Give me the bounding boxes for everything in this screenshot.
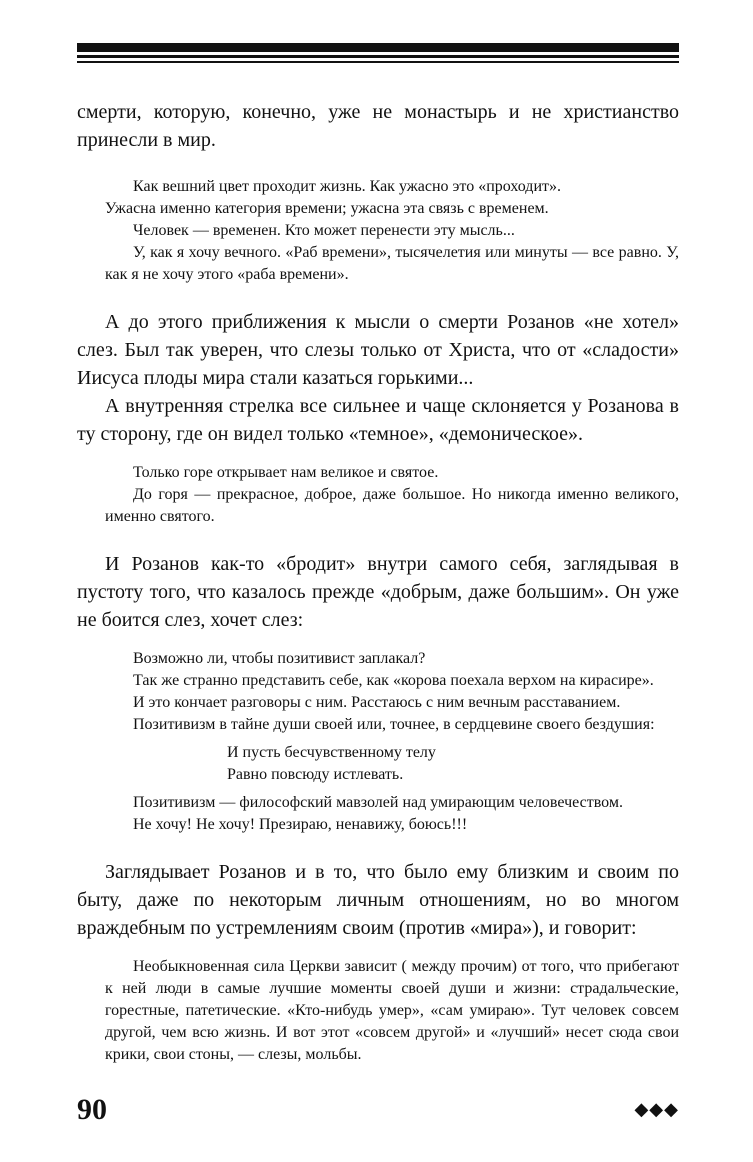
rule-bar-thin [77, 61, 679, 63]
quote-line: Как вешний цвет проходит жизнь. Как ужасно это «проходит». [133, 178, 561, 195]
quote-line: Человек — временен. Кто может перенести эту мысль... [133, 222, 515, 239]
quote-line: Возможно ли, чтобы позитивист заплакал? [133, 650, 426, 667]
quote-line: Не хочу! Не хочу! Презираю, ненавижу, боюсь!!! [133, 816, 468, 833]
quote-line: Позитивизм в тайне души своей или, точнее, в сердцевине своего бездушия: [133, 716, 655, 733]
quote-line: У, как я хочу вечного. «Раб времени», тысячелетия или минуты — все равно. У, как я не хочу этого «раба времени». [105, 244, 679, 283]
quote-line: До горя — прекрасное, доброе, даже большое. Но никогда именно великого, именно святого. [105, 486, 679, 525]
quote-line: Позитивизм — философский мавзолей над умирающим человечеством. [133, 794, 623, 811]
diamond-ornament-icon: ◆◆◆ [634, 1099, 679, 1119]
paragraph: Заглядывает Розанов и в то, что было ему близким и своим по быту, даже по некоторым личным отношениям, но во многом враждебным по устремлениям своим (против «мира»), и говорит: [77, 861, 679, 939]
verse-line: И пусть бесчувственному телу [227, 744, 436, 761]
quote-line: И это кончает разговоры с ним. Расстаюсь с ним вечным расставанием. [133, 694, 621, 711]
verse-block [77, 742, 679, 786]
verse-line: Равно повсюду истлевать. [227, 766, 404, 783]
paragraph: И Розанов как-то «бродит» внутри самого себя, заглядывая в пустоту того, что казалось прежде «добрым, даже большим». Он уже не боится слез, хочет слез: [77, 553, 679, 631]
page-body [77, 98, 679, 1066]
quote-block-3 [77, 648, 679, 736]
rule-bar-thick [77, 43, 679, 52]
page-number: 90 [77, 1093, 107, 1126]
quote-block-4 [77, 792, 679, 836]
top-decorative-rule [77, 43, 679, 65]
quote-block-5 [77, 956, 679, 1066]
quote-line: Только горе открывает нам великое и святое. [133, 464, 439, 481]
paragraph-continuation: смерти, которую, конечно, уже не монастырь и не христианство принесли в мир. [77, 101, 679, 151]
page-footer [77, 1093, 679, 1129]
quote-line: Так же странно представить себе, как «корова поехала верхом на кирасире». [133, 672, 654, 689]
paragraph: А до этого приближения к мысли о смерти Розанов «не хотел» слез. Был так уверен, что слезы только от Христа, что от «сладости» Иисуса плоды мира стали казаться горькими... [77, 311, 679, 389]
quote-line: Ужасна именно категория времени; ужасна эта связь с временем. [105, 200, 549, 217]
paragraph: А внутренняя стрелка все сильнее и чаще склоняется у Розанова в ту сторону, где он видел только «темное», «демоническое». [77, 395, 679, 445]
quote-block-1 [77, 176, 679, 286]
rule-bar-medium [77, 55, 679, 58]
quote-block-2 [77, 462, 679, 528]
quote-line: Необыкновенная сила Церкви зависит ( между прочим) от того, что прибегают к ней люди в самые лучшие моменты своей души и жизни: страдальческие, горестные, патетические. «Кто-нибудь умер», «сам умираю». Тут человек совсем другой, чем всю жизнь. И вот этот «совсем другой» и «лучший» несет сюда свои крики, свои стоны, — слезы, мольбы. [105, 958, 679, 1063]
